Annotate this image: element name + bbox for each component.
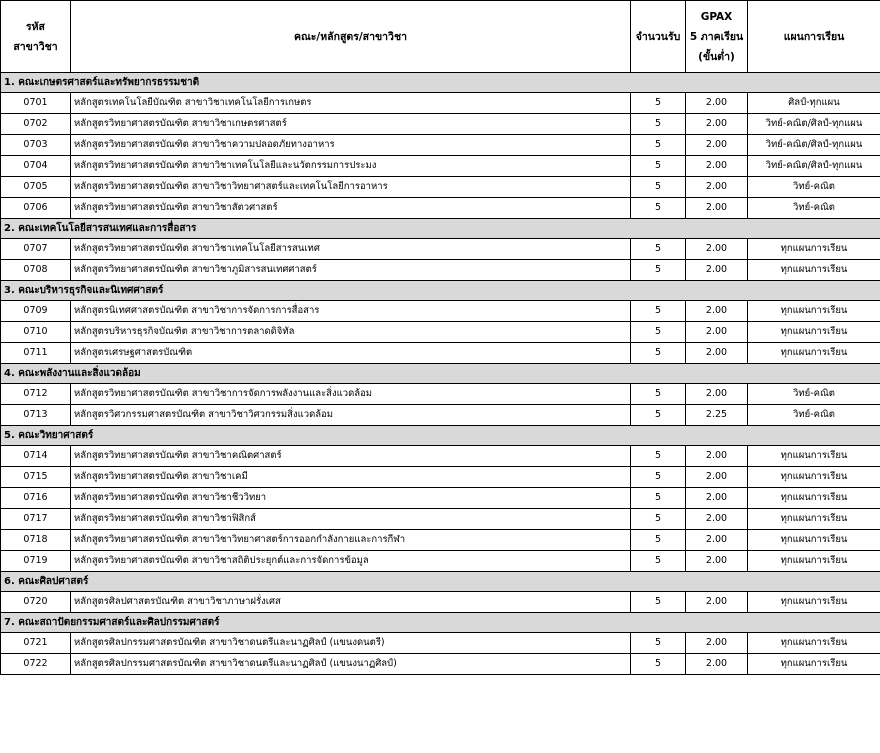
table-row xyxy=(1,343,880,364)
gpax-cell: 2.00 xyxy=(686,301,748,322)
code-cell: 0716 xyxy=(1,488,71,509)
program-cell: หลักสูตรวิทยาศาสตรบัณฑิต สาขาวิชาภูมิสารสนเทศศาสตร์ xyxy=(71,260,631,281)
code-cell: 0710 xyxy=(1,322,71,343)
gpax-cell: 2.00 xyxy=(686,633,748,654)
plan-cell: ทุกแผนการเรียน xyxy=(748,301,880,322)
table-row xyxy=(1,301,880,322)
section-title: 3. คณะบริหารธุรกิจและนิเทศศาสตร์ xyxy=(1,281,880,301)
table-row xyxy=(1,509,880,530)
code-cell: 0709 xyxy=(1,301,71,322)
gpax-cell: 2.00 xyxy=(686,384,748,405)
table-row xyxy=(1,592,880,613)
gpax-cell: 2.00 xyxy=(686,343,748,364)
seats-cell: 5 xyxy=(631,177,686,198)
gpax-cell: 2.00 xyxy=(686,260,748,281)
table-row xyxy=(1,93,880,114)
table-row xyxy=(1,177,880,198)
header-seats: จำนวนรับ xyxy=(631,1,686,73)
gpax-cell: 2.00 xyxy=(686,592,748,613)
program-cell: หลักสูตรวิทยาศาสตรบัณฑิต สาขาวิชาเคมี xyxy=(71,467,631,488)
program-cell: หลักสูตรศิลปกรรมศาสตรบัณฑิต สาขาวิชาดนตรีและนาฏศิลป์ (แขนงดนตรี) xyxy=(71,633,631,654)
seats-cell: 5 xyxy=(631,93,686,114)
table-row xyxy=(1,446,880,467)
header-code-line2: สาขาวิชา xyxy=(13,40,58,53)
gpax-cell: 2.00 xyxy=(686,177,748,198)
gpax-cell: 2.00 xyxy=(686,322,748,343)
code-cell: 0717 xyxy=(1,509,71,530)
program-cell: หลักสูตรวิศวกรรมศาสตรบัณฑิต สาขาวิชาวิศวกรรมสิ่งแวดล้อม xyxy=(71,405,631,426)
section-title: 6. คณะศิลปศาสตร์ xyxy=(1,572,880,592)
table-row xyxy=(1,654,880,675)
table-row xyxy=(1,551,880,572)
seats-cell: 5 xyxy=(631,135,686,156)
program-cell: หลักสูตรวิทยาศาสตรบัณฑิต สาขาวิชาคณิตศาสตร์ xyxy=(71,446,631,467)
header-code xyxy=(1,1,71,73)
seats-cell: 5 xyxy=(631,239,686,260)
program-cell: หลักสูตรวิทยาศาสตรบัณฑิต สาขาวิชาสถิติประยุกต์และการจัดการข้อมูล xyxy=(71,551,631,572)
plan-cell: ทุกแผนการเรียน xyxy=(748,633,880,654)
table-row xyxy=(1,198,880,219)
seats-cell: 5 xyxy=(631,114,686,135)
seats-cell: 5 xyxy=(631,343,686,364)
gpax-cell: 2.00 xyxy=(686,156,748,177)
header-program: คณะ/หลักสูตร/สาขาวิชา xyxy=(71,1,631,73)
plan-cell: ทุกแผนการเรียน xyxy=(748,530,880,551)
plan-cell: ทุกแผนการเรียน xyxy=(748,322,880,343)
header-gpax xyxy=(686,1,748,73)
code-cell: 0701 xyxy=(1,93,71,114)
table-row xyxy=(1,467,880,488)
program-cell: หลักสูตรวิทยาศาสตรบัณฑิต สาขาวิชาเทคโนโลยีสารสนเทศ xyxy=(71,239,631,260)
plan-cell: ทุกแผนการเรียน xyxy=(748,343,880,364)
seats-cell: 5 xyxy=(631,551,686,572)
code-cell: 0720 xyxy=(1,592,71,613)
code-cell: 0718 xyxy=(1,530,71,551)
table-row xyxy=(1,530,880,551)
gpax-cell: 2.00 xyxy=(686,509,748,530)
program-cell: หลักสูตรนิเทศศาสตรบัณฑิต สาขาวิชาการจัดการการสื่อสาร xyxy=(71,301,631,322)
plan-cell: ทุกแผนการเรียน xyxy=(748,467,880,488)
section-row xyxy=(1,73,880,93)
plan-cell: วิทย์-คณิต xyxy=(748,384,880,405)
gpax-cell: 2.00 xyxy=(686,551,748,572)
code-cell: 0722 xyxy=(1,654,71,675)
code-cell: 0708 xyxy=(1,260,71,281)
seats-cell: 5 xyxy=(631,301,686,322)
plan-cell: ทุกแผนการเรียน xyxy=(748,239,880,260)
section-row xyxy=(1,364,880,384)
gpax-cell: 2.00 xyxy=(686,198,748,219)
seats-cell: 5 xyxy=(631,156,686,177)
code-cell: 0713 xyxy=(1,405,71,426)
table-row xyxy=(1,405,880,426)
header-code-line1: รหัส xyxy=(26,20,45,33)
program-cell: หลักสูตรวิทยาศาสตรบัณฑิต สาขาวิชาชีววิทยา xyxy=(71,488,631,509)
code-cell: 0704 xyxy=(1,156,71,177)
seats-cell: 5 xyxy=(631,509,686,530)
plan-cell: ทุกแผนการเรียน xyxy=(748,446,880,467)
seats-cell: 5 xyxy=(631,467,686,488)
seats-cell: 5 xyxy=(631,384,686,405)
table-row xyxy=(1,384,880,405)
header-gpax-line2: 5 ภาคเรียน xyxy=(689,30,744,43)
code-cell: 0705 xyxy=(1,177,71,198)
seats-cell: 5 xyxy=(631,592,686,613)
seats-cell: 5 xyxy=(631,322,686,343)
section-row xyxy=(1,613,880,633)
code-cell: 0715 xyxy=(1,467,71,488)
plan-cell: วิทย์-คณิต xyxy=(748,177,880,198)
table-row xyxy=(1,488,880,509)
table-row xyxy=(1,322,880,343)
section-row xyxy=(1,281,880,301)
seats-cell: 5 xyxy=(631,488,686,509)
gpax-cell: 2.00 xyxy=(686,93,748,114)
section-row xyxy=(1,572,880,592)
gpax-cell: 2.00 xyxy=(686,114,748,135)
section-title: 1. คณะเกษตรศาสตร์และทรัพยากรธรรมชาติ xyxy=(1,73,880,93)
seats-cell: 5 xyxy=(631,530,686,551)
seats-cell: 5 xyxy=(631,633,686,654)
code-cell: 0707 xyxy=(1,239,71,260)
section-title: 4. คณะพลังงานและสิ่งแวดล้อม xyxy=(1,364,880,384)
plan-cell: ทุกแผนการเรียน xyxy=(748,654,880,675)
gpax-cell: 2.00 xyxy=(686,654,748,675)
program-cell: หลักสูตรศิลปกรรมศาสตรบัณฑิต สาขาวิชาดนตรีและนาฏศิลป์ (แขนงนาฏศิลป์) xyxy=(71,654,631,675)
program-cell: หลักสูตรวิทยาศาสตรบัณฑิต สาขาวิชาฟิสิกส์ xyxy=(71,509,631,530)
program-cell: หลักสูตรศิลปศาสตรบัณฑิต สาขาวิชาภาษาฝรั่งเศส xyxy=(71,592,631,613)
section-title: 7. คณะสถาปัตยกรรมศาสตร์และศิลปกรรมศาสตร์ xyxy=(1,613,880,633)
code-cell: 0706 xyxy=(1,198,71,219)
header-plan: แผนการเรียน xyxy=(748,1,880,73)
gpax-cell: 2.00 xyxy=(686,446,748,467)
code-cell: 0702 xyxy=(1,114,71,135)
seats-cell: 5 xyxy=(631,198,686,219)
program-cell: หลักสูตรวิทยาศาสตรบัณฑิต สาขาวิชาเทคโนโลยีและนวัตกรรมการประมง xyxy=(71,156,631,177)
code-cell: 0703 xyxy=(1,135,71,156)
seats-cell: 5 xyxy=(631,260,686,281)
plan-cell: วิทย์-คณิต xyxy=(748,198,880,219)
table-row xyxy=(1,239,880,260)
program-cell: หลักสูตรวิทยาศาสตรบัณฑิต สาขาวิชาวิทยาศาสตร์การออกกำลังกายและการกีฬา xyxy=(71,530,631,551)
plan-cell: ทุกแผนการเรียน xyxy=(748,509,880,530)
table-row xyxy=(1,135,880,156)
gpax-cell: 2.00 xyxy=(686,135,748,156)
plan-cell: วิทย์-คณิต/ศิลป์-ทุกแผน xyxy=(748,156,880,177)
header-gpax-line1: GPAX xyxy=(700,10,733,23)
plan-cell: วิทย์-คณิต/ศิลป์-ทุกแผน xyxy=(748,114,880,135)
program-cell: หลักสูตรวิทยาศาสตรบัณฑิต สาขาวิชาเกษตรศาสตร์ xyxy=(71,114,631,135)
gpax-cell: 2.00 xyxy=(686,530,748,551)
header-row xyxy=(1,1,880,73)
plan-cell: ทุกแผนการเรียน xyxy=(748,592,880,613)
gpax-cell: 2.00 xyxy=(686,488,748,509)
seats-cell: 5 xyxy=(631,654,686,675)
table-row xyxy=(1,114,880,135)
gpax-cell: 2.25 xyxy=(686,405,748,426)
section-row xyxy=(1,426,880,446)
table-row xyxy=(1,260,880,281)
table-row xyxy=(1,156,880,177)
plan-cell: ทุกแผนการเรียน xyxy=(748,551,880,572)
table-body xyxy=(1,73,880,675)
plan-cell: วิทย์-คณิต xyxy=(748,405,880,426)
seats-cell: 5 xyxy=(631,446,686,467)
header-gpax-line3: (ขั้นต่ำ) xyxy=(698,50,735,63)
program-cell: หลักสูตรวิทยาศาสตรบัณฑิต สาขาวิชาการจัดการพลังงานและสิ่งแวดล้อม xyxy=(71,384,631,405)
section-title: 2. คณะเทคโนโลยีสารสนเทศและการสื่อสาร xyxy=(1,219,880,239)
code-cell: 0714 xyxy=(1,446,71,467)
table-row xyxy=(1,633,880,654)
program-cell: หลักสูตรวิทยาศาสตรบัณฑิต สาขาวิชาความปลอดภัยทางอาหาร xyxy=(71,135,631,156)
program-cell: หลักสูตรเศรษฐศาสตรบัณฑิต xyxy=(71,343,631,364)
section-row xyxy=(1,219,880,239)
plan-cell: ทุกแผนการเรียน xyxy=(748,260,880,281)
plan-cell: ศิลป์-ทุกแผน xyxy=(748,93,880,114)
gpax-cell: 2.00 xyxy=(686,467,748,488)
seats-cell: 5 xyxy=(631,405,686,426)
section-title: 5. คณะวิทยาศาสตร์ xyxy=(1,426,880,446)
code-cell: 0719 xyxy=(1,551,71,572)
gpax-cell: 2.00 xyxy=(686,239,748,260)
program-cell: หลักสูตรบริหารธุรกิจบัณฑิต สาขาวิชาการตลาดดิจิทัล xyxy=(71,322,631,343)
program-cell: หลักสูตรเทคโนโลยีบัณฑิต สาขาวิชาเทคโนโลยีการเกษตร xyxy=(71,93,631,114)
program-cell: หลักสูตรวิทยาศาสตรบัณฑิต สาขาวิชาวิทยาศาสตร์และเทคโนโลยีการอาหาร xyxy=(71,177,631,198)
code-cell: 0712 xyxy=(1,384,71,405)
plan-cell: วิทย์-คณิต/ศิลป์-ทุกแผน xyxy=(748,135,880,156)
code-cell: 0721 xyxy=(1,633,71,654)
program-cell: หลักสูตรวิทยาศาสตรบัณฑิต สาขาวิชาสัตวศาสตร์ xyxy=(71,198,631,219)
code-cell: 0711 xyxy=(1,343,71,364)
plan-cell: ทุกแผนการเรียน xyxy=(748,488,880,509)
